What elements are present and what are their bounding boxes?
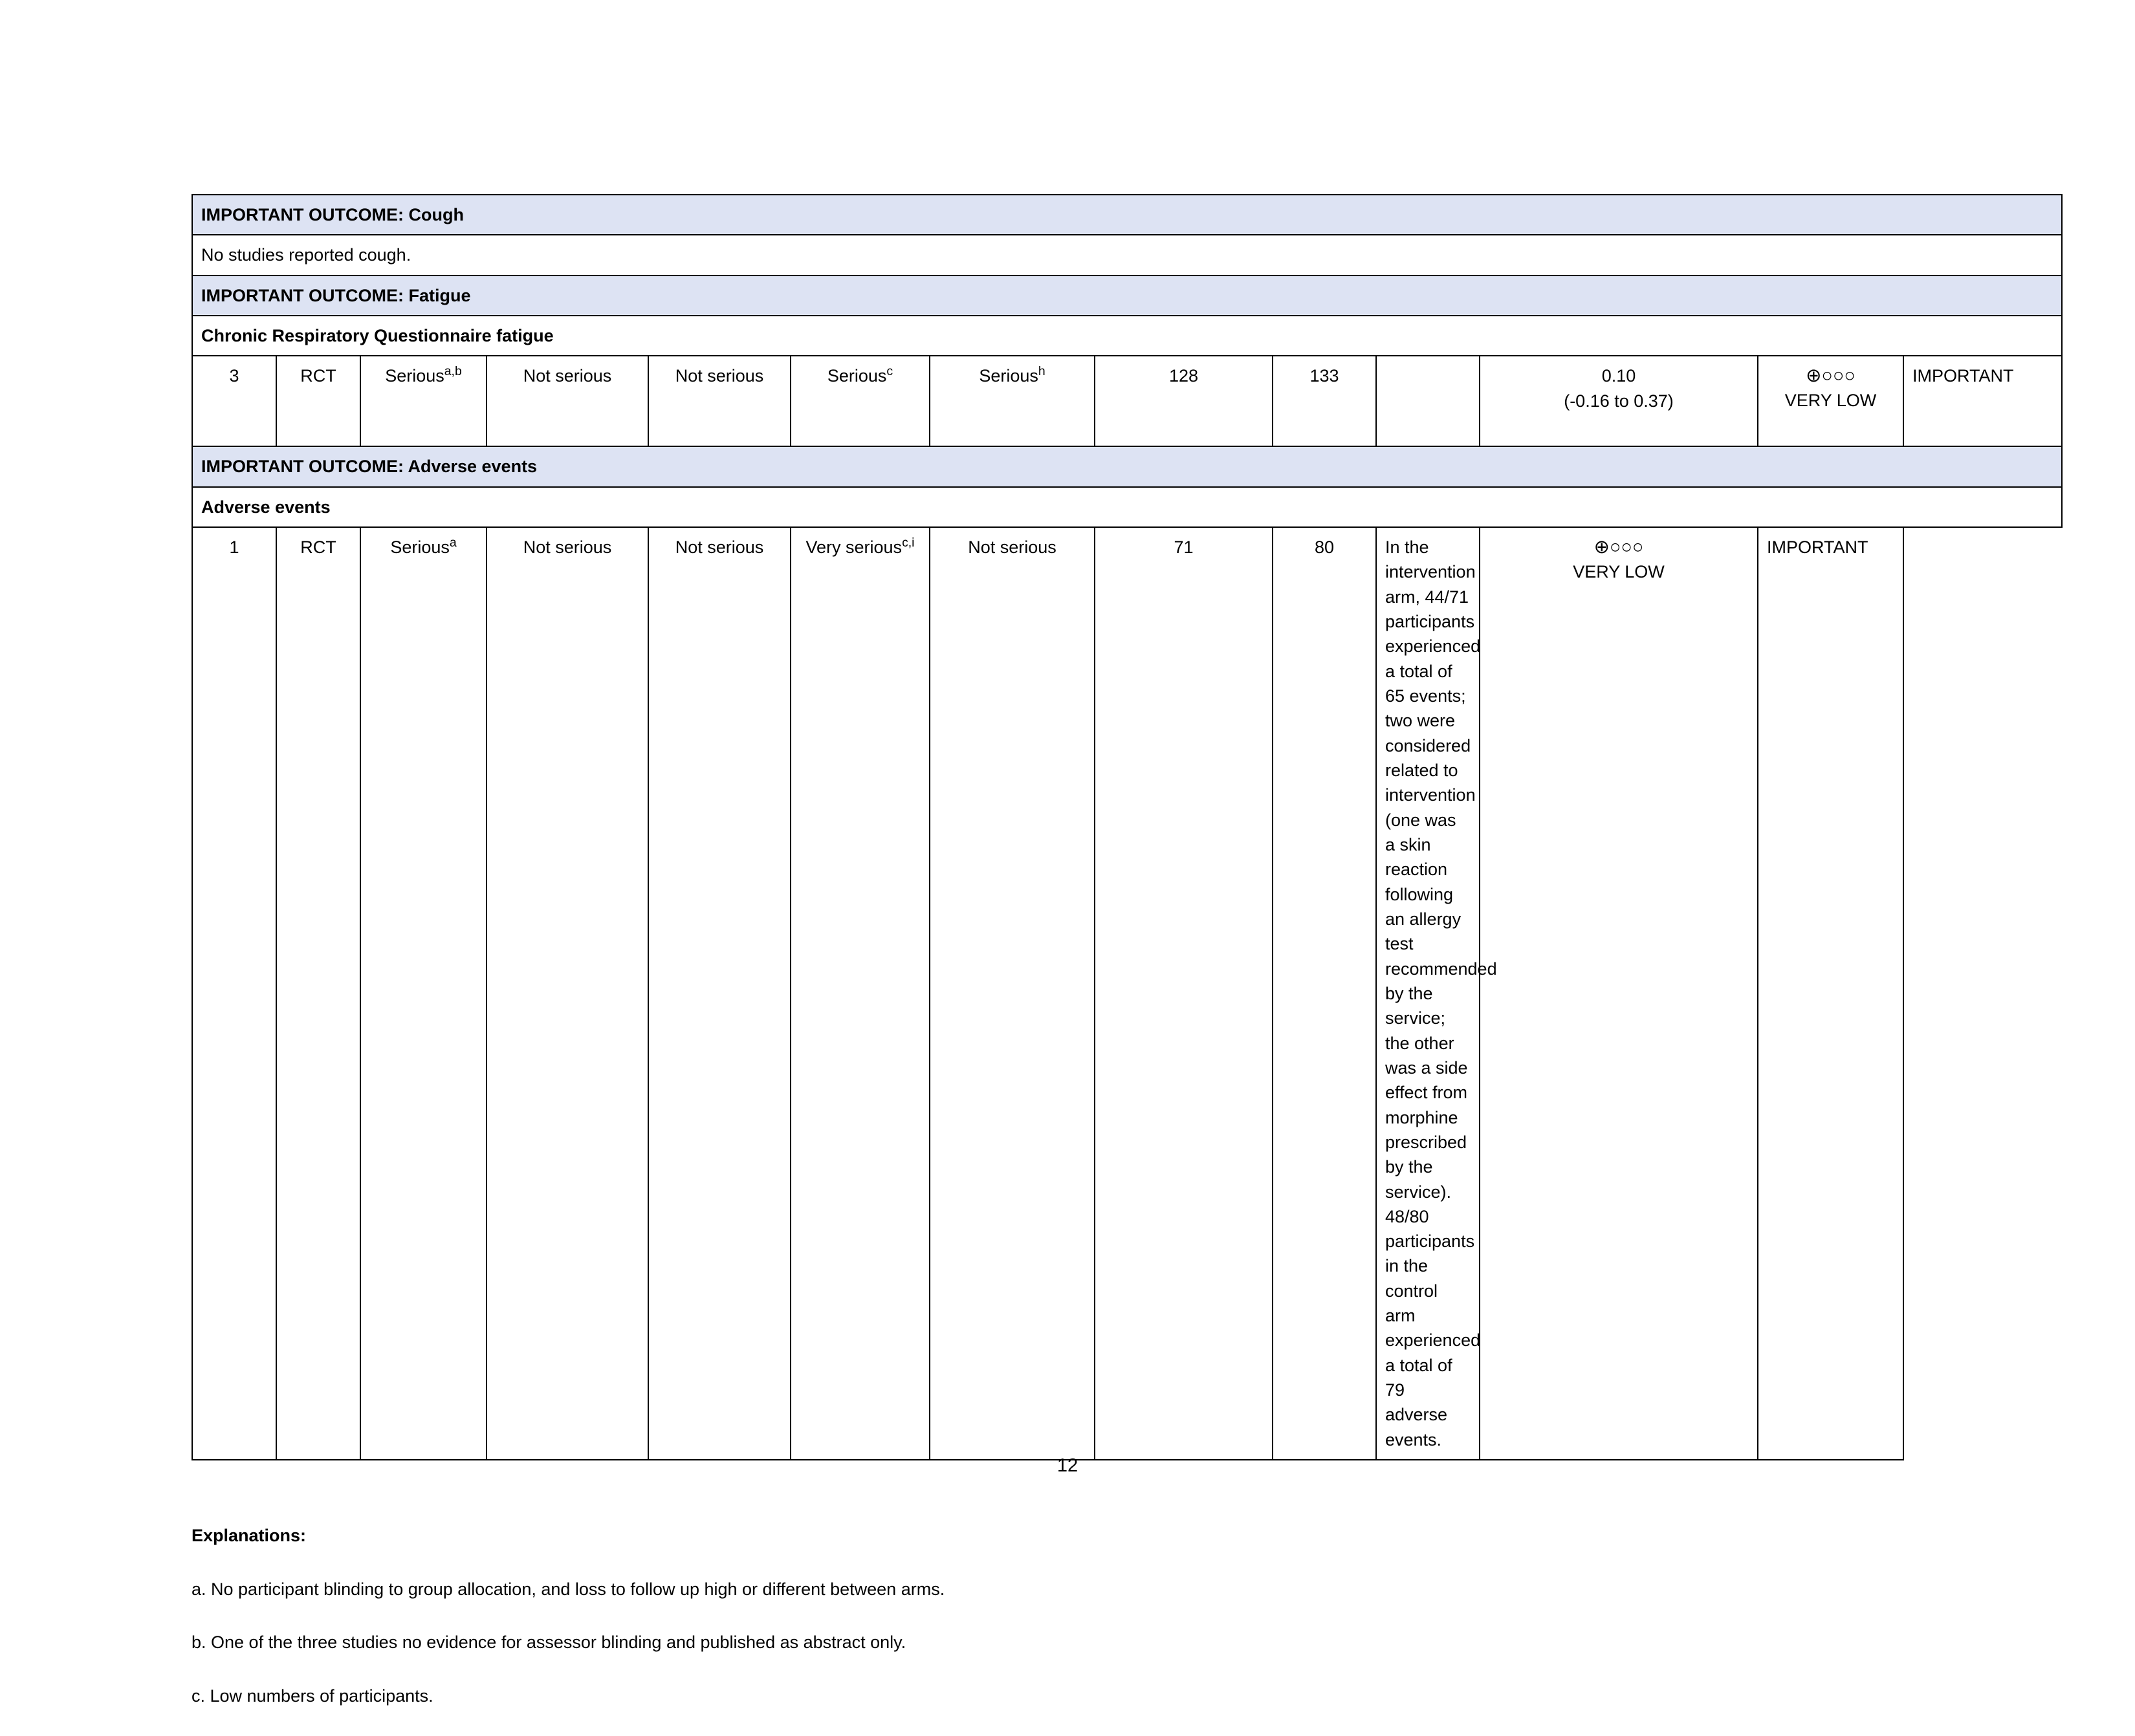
subsection-header-row-fatigue [192, 316, 2062, 356]
cell-risk-of-bias-footnote: a [449, 535, 457, 550]
cell-design: RCT [276, 356, 360, 446]
section-header-row-adverse-events [192, 446, 2062, 486]
cell-n-control: 80 [1273, 527, 1376, 1460]
cell-other-considerations: Not serious [930, 527, 1095, 1460]
table-row-adverse-events [192, 527, 2062, 1460]
cell-effect-value: 0.10 [1601, 366, 1636, 386]
explanation-item-c: c. Low numbers of participants. [192, 1686, 433, 1706]
cell-imprecision [791, 356, 930, 446]
section-header-adverse-events: IMPORTANT OUTCOME: Adverse events [192, 446, 2062, 486]
section-header-row-fatigue [192, 276, 2062, 316]
certainty-label: VERY LOW [1573, 562, 1665, 582]
cell-effect-absolute [1376, 356, 1480, 446]
document-body [192, 194, 2072, 1736]
cell-imprecision [791, 527, 930, 1460]
cell-risk-of-bias-text: Serious [390, 537, 450, 557]
cell-risk-of-bias [360, 527, 487, 1460]
section-header-cough: IMPORTANT OUTCOME: Cough [192, 195, 2062, 235]
cell-indirectness: Not serious [648, 356, 791, 446]
cell-imprecision-text: Serious [827, 366, 887, 386]
cell-studies: 3 [192, 356, 276, 446]
grade-evidence-table [192, 194, 2063, 1460]
cell-design: RCT [276, 527, 360, 1460]
table-row-fatigue [192, 356, 2062, 446]
explanation-item-b: b. One of the three studies no evidence for assessor blinding and published as abstract only. [192, 1633, 906, 1653]
cell-certainty [1758, 356, 1903, 446]
cell-imprecision-text: Very serious [805, 537, 903, 557]
subsection-header-row-adverse-events [192, 487, 2062, 527]
explanations-title: Explanations: [192, 1526, 307, 1546]
section-note-row-cough [192, 235, 2062, 275]
section-header-fatigue: IMPORTANT OUTCOME: Fatigue [192, 276, 2062, 316]
cell-risk-of-bias-footnote: a,b [444, 364, 462, 379]
cell-certainty [1480, 527, 1758, 1460]
certainty-label: VERY LOW [1784, 391, 1877, 411]
cell-studies: 1 [192, 527, 276, 1460]
cell-risk-of-bias-text: Serious [385, 366, 444, 386]
cell-other-footnote: h [1038, 364, 1046, 379]
cell-narrative-effect: In the intervention arm, 44/71 participants experienced a total of 65 events; two were considered related to intervention (one was a skin reaction following an allergy test recommended by the service; the other was a side effect from morphine prescribed by the service). 48/80 participants in the control arm experienced a total of 79 adverse events. [1376, 527, 1480, 1460]
cell-risk-of-bias [360, 356, 487, 446]
section-header-row-cough [192, 195, 2062, 235]
subsection-header-fatigue: Chronic Respiratory Questionnaire fatigue [192, 316, 2062, 356]
cell-indirectness: Not serious [648, 527, 791, 1460]
cell-effect-relative [1480, 356, 1758, 446]
cell-imprecision-footnote: c [886, 364, 893, 379]
explanations-section [192, 1523, 2072, 1709]
cell-n-intervention: 71 [1095, 527, 1273, 1460]
certainty-circles-icon: ⊕○○○ [1806, 365, 1856, 387]
cell-importance: IMPORTANT [1903, 356, 2062, 446]
cell-other-text: Serious [979, 366, 1038, 386]
explanation-item-a: a. No participant blinding to group allocation, and loss to follow up high or different between arms. [192, 1579, 945, 1599]
cell-n-intervention: 128 [1095, 356, 1273, 446]
cell-other-considerations [930, 356, 1095, 446]
cell-imprecision-footnote: c,i [902, 535, 915, 550]
cell-n-control: 133 [1273, 356, 1376, 446]
cell-importance: IMPORTANT [1758, 527, 1903, 1460]
cell-effect-ci: (-0.16 to 0.37) [1564, 391, 1674, 411]
cell-inconsistency: Not serious [487, 356, 648, 446]
subsection-header-adverse-events: Adverse events [192, 487, 2062, 527]
certainty-circles-icon: ⊕○○○ [1593, 536, 1644, 558]
cell-inconsistency: Not serious [487, 527, 648, 1460]
section-note-cough: No studies reported cough. [192, 235, 2062, 275]
page-number: 12 [1057, 1455, 1078, 1476]
